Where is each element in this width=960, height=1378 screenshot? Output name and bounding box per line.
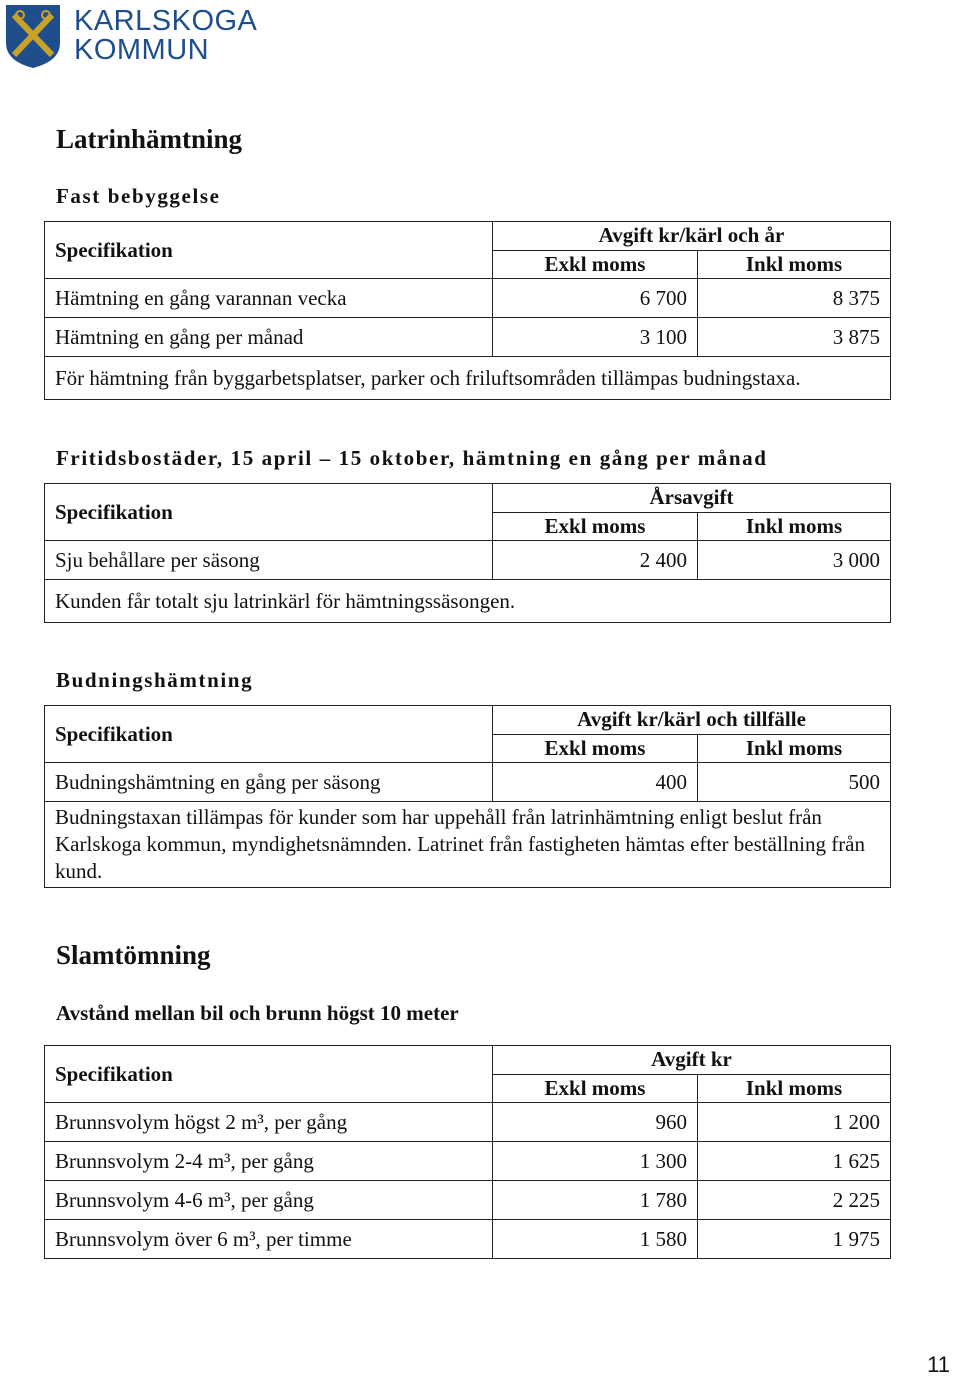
spec-header: Specifikation (45, 222, 493, 279)
row-exkl: 960 (493, 1103, 698, 1142)
heading-fast-bebyggelse: Fast bebyggelse (56, 184, 221, 208)
row-exkl: 3 100 (493, 318, 698, 357)
row-inkl: 3 000 (698, 541, 891, 580)
exkl-header: Exkl moms (493, 250, 698, 279)
row-label: Hämtning en gång per månad (45, 318, 493, 357)
row-label: Sju behållare per säsong (45, 541, 493, 580)
table-row (45, 1142, 891, 1181)
coat-of-arms-icon (4, 3, 62, 69)
row-label: Brunnsvolym över 6 m³, per timme (45, 1220, 493, 1259)
table-slamtomning (44, 1045, 891, 1259)
row-inkl: 1 200 (698, 1103, 891, 1142)
row-label: Brunnsvolym högst 2 m³, per gång (45, 1103, 493, 1142)
spec-header: Specifikation (45, 706, 493, 763)
group-header: Årsavgift (493, 484, 891, 513)
table-row (45, 279, 891, 318)
page-number: 11 (927, 1352, 950, 1377)
row-label: Brunnsvolym 4-6 m³, per gång (45, 1181, 493, 1220)
row-exkl: 1 780 (493, 1181, 698, 1220)
row-inkl: 1 625 (698, 1142, 891, 1181)
exkl-header: Exkl moms (493, 512, 698, 541)
row-inkl: 500 (698, 763, 891, 802)
group-header: Avgift kr/kärl och tillfälle (493, 706, 891, 735)
inkl-header: Inkl moms (698, 734, 891, 763)
row-exkl: 1 300 (493, 1142, 698, 1181)
heading-slamtomning: Slamtömning (56, 940, 211, 970)
table-note-row (45, 357, 891, 400)
spec-header: Specifikation (45, 484, 493, 541)
table-budningshamtning (44, 705, 891, 888)
row-exkl: 400 (493, 763, 698, 802)
table-note: Kunden får totalt sju latrinkärl för hämtningssäsongen. (45, 580, 891, 623)
table-row (45, 1103, 891, 1142)
row-exkl: 1 580 (493, 1220, 698, 1259)
table-note: För hämtning från byggarbetsplatser, parker och friluftsområden tillämpas budningstaxa. (45, 357, 891, 400)
table-row (45, 763, 891, 802)
table-row (45, 541, 891, 580)
exkl-header: Exkl moms (493, 734, 698, 763)
row-label: Brunnsvolym 2-4 m³, per gång (45, 1142, 493, 1181)
row-exkl: 6 700 (493, 279, 698, 318)
heading-budningshamtning: Budningshämtning (56, 668, 254, 692)
inkl-header: Inkl moms (698, 250, 891, 279)
group-header: Avgift kr/kärl och år (493, 222, 891, 251)
table-note-row (45, 802, 891, 888)
exkl-header: Exkl moms (493, 1074, 698, 1103)
heading-latrinhamtning: Latrinhämtning (56, 124, 243, 154)
table-note: Budningstaxan tillämpas för kunder som har uppehåll från latrinhämtning enligt beslut från Karlskoga kommun, myndighetsnämnden. Latrinet från fastigheten hämtas efter beställning från kund. (45, 802, 891, 888)
heading-fritidsbostader: Fritidsbostäder, 15 april – 15 oktober, hämtning en gång per månad (56, 446, 768, 470)
karlskoga-logo (4, 3, 258, 71)
row-inkl: 3 875 (698, 318, 891, 357)
row-inkl: 1 975 (698, 1220, 891, 1259)
logo-wordmark: KARLSKOGA KOMMUN (74, 5, 258, 66)
spec-header: Specifikation (45, 1046, 493, 1103)
table-fast-bebyggelse (44, 221, 891, 400)
table-row (45, 1220, 891, 1259)
table-row (45, 318, 891, 357)
inkl-header: Inkl moms (698, 1074, 891, 1103)
row-exkl: 2 400 (493, 541, 698, 580)
table-note-row (45, 580, 891, 623)
row-label: Budningshämtning en gång per säsong (45, 763, 493, 802)
table-fritidsbostader (44, 483, 891, 623)
group-header: Avgift kr (493, 1046, 891, 1075)
row-inkl: 2 225 (698, 1181, 891, 1220)
table-row (45, 1181, 891, 1220)
inkl-header: Inkl moms (698, 512, 891, 541)
row-label: Hämtning en gång varannan vecka (45, 279, 493, 318)
row-inkl: 8 375 (698, 279, 891, 318)
heading-avstand: Avstånd mellan bil och brunn högst 10 meter (56, 1001, 459, 1025)
